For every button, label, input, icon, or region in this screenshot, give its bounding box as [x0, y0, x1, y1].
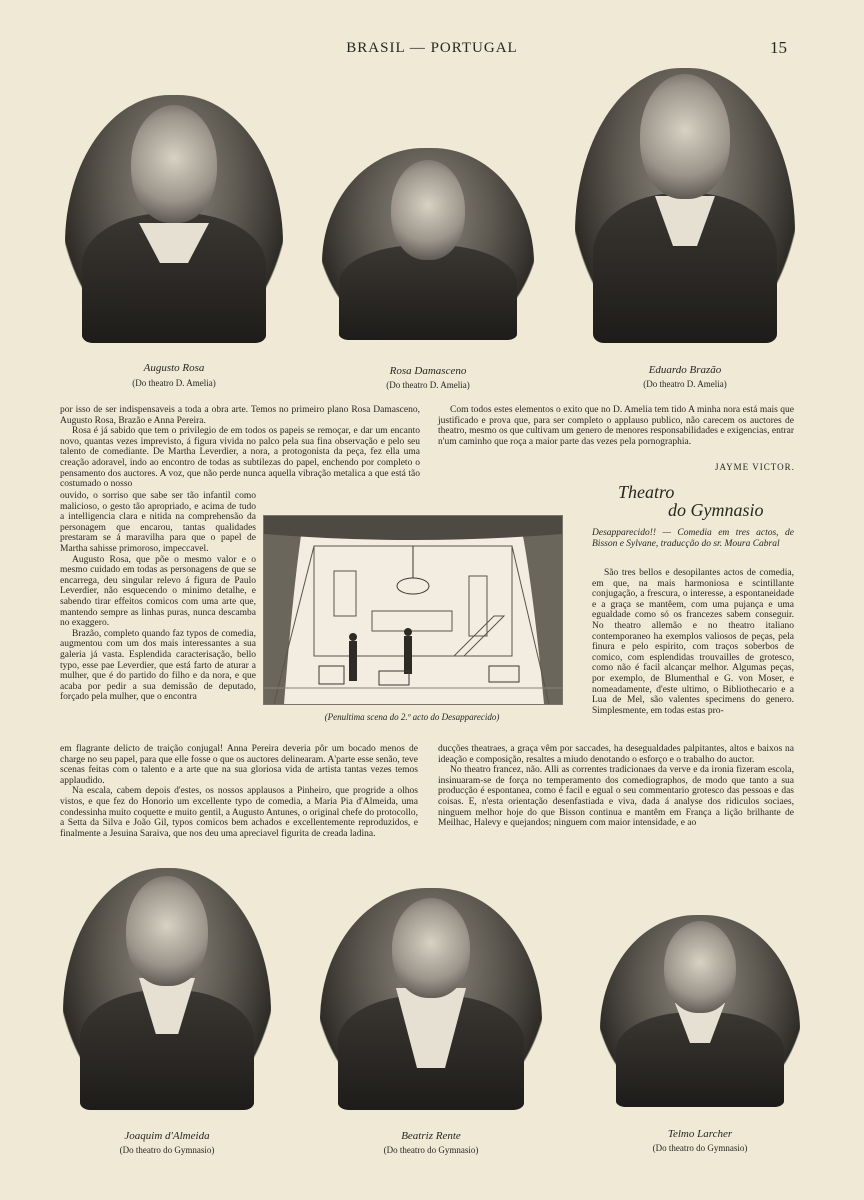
article-right-top: [438, 405, 794, 447]
section-lead-text: Desapparecido!! — Comedia em tres actos, de Bisson e Sylvane, traducção do sr. Moura Cabral: [592, 528, 794, 549]
article-left-top: [60, 405, 420, 490]
portrait-joaquim-dalmeida: [63, 868, 271, 1110]
portrait-caption-augusto-rosa: (Do theatro D. Amelia): [132, 378, 216, 388]
portrait-caption-joaquim-dalmeida: (Do theatro do Gymnasio): [119, 1145, 215, 1155]
portrait-augusto-rosa: [65, 95, 283, 343]
portrait-name-joaquim-dalmeida: Joaquim d'Almeida: [124, 1130, 210, 1142]
article-paragraph: Brazão, completo quando faz typos de comedia, augmentou com um dos mais interessantes a sua galeria já vasta. Esplendida caracterisação, bello typo, esse pae Leverdier, que está farto de aturar a mulher, que é do partido do filho e da nora, e que acaba por pedir a sua demissão de deputado, forçado pela mulher, que o encontra: [60, 628, 256, 703]
article-left-narrow: [60, 491, 256, 703]
page-header-title: BRASIL — PORTUGAL: [346, 40, 518, 56]
section-lead: [592, 528, 794, 549]
portrait-name-rosa-damasceno: Rosa Damasceno: [389, 365, 467, 377]
portrait-caption-eduardo-brazao: (Do theatro D. Amelia): [643, 379, 727, 389]
article-right-bottom: [438, 744, 794, 829]
curtain-right-icon: [519, 516, 562, 704]
valance-icon: [264, 516, 562, 540]
illustration-caption: (Penultima scena do 2.º acto do Desapparecido): [324, 712, 500, 722]
article-paragraph: ouvido, o sorriso que sabe ser tão infantil como malicioso, o gesto tão apropriado, e acima de tudo a intelligencia clara e nitida na comprehensão da personagem que encarou, tantas qualidades prestaram se á maravilha para que o papel de Martha sahisse primoroso, impeccavel.: [60, 491, 256, 554]
article-paragraph: ducções theatraes, a graça vêm por saccades, ha desegualdades palpitantes, altos e baixos na ideação e composição, resaltes a miudo denotando o esforço e o trabalho do auctor.: [438, 744, 794, 765]
page-number: 15: [770, 38, 787, 57]
portrait-rosa-damasceno: [322, 148, 534, 340]
portrait-eduardo-brazao: [575, 68, 795, 343]
article-right-narrow: [592, 568, 794, 716]
portrait-caption-rosa-damasceno: (Do theatro D. Amelia): [386, 380, 470, 390]
article-paragraph: São tres bellos e desopilantes actos de comedia, em que, na mais harmoniosa e scintillante conjugação, a frescura, o interesse, a espontaneidade e a graça se mantêem, com uma pujança e uma egualdade como só os francezes sabem conseguir. No theatro allemão e no theatro italiano contemporaneo ha exemplos valiosos de peças, pela finura e pelo espirito, com traços soberbos de comico, com esplendidas trouvailles de grotesco, como não é facil alcançar melhor. Algumas peças, por exemplo, de Blumenthal e G. von Moser, e nomeadamente, d'este ultimo, o Bibliothecario e a Lua de Mel, são valentes specimens do genero. Simplesmente, em todas estas pro-: [592, 568, 794, 716]
portrait-caption-beatriz-rente: (Do theatro do Gymnasio): [383, 1145, 479, 1155]
portrait-name-telmo-larcher: Telmo Larcher: [667, 1128, 733, 1140]
article-paragraph: Augusto Rosa, que põe o mesmo valor e o mesmo cuidado em todas as personagens de que se encarrega, deu singular relevo á figura de Paulo Leverdier, não esquecendo o minimo detalhe, e sabendo tirar effeitos comicos com uma arte que, mantendo sempre as linhas puras, nunca descamba no exaggero.: [60, 554, 256, 629]
section-title-line2: do Gymnasio: [668, 500, 764, 520]
article-paragraph: por isso de ser indispensaveis a toda a obra arte. Temos no primeiro plano Rosa Damasceno, Augusto Rosa, Brazão e Anna Pereira.: [60, 405, 420, 426]
article-paragraph: No theatro francez, não. Alli as correntes tradicionaes da verve e da ironia fizeram escola, insinuaram-se de força no temperamento dos comediographos, de modo que tanto a sua producção é espontanea, como é facil e egual o seu commentario grotesco das pessoas e das coisas. E, n'esta orientação desenfastiada e viva, dada á analyse dos ridiculos sociaes, ninguem melhor hoje do que Bisson continua e mantêm em França a lição brilhante de Meilhac, Halevy e quejandos; ninguem com maior intensidade, e ao: [438, 765, 794, 829]
portrait-name-augusto-rosa: Augusto Rosa: [143, 362, 205, 374]
article-paragraph: Rosa é já sabido que tem o privilegio de em todos os papeis se remoçar, e dar um encanto novo, quantas vezes imprevisto, á figura vivida no palco pela sua fina observação e pelo seu talento de comediante. De Martha Leverdier, a nora, a protogonista da peça, fez ella uma creação adoravel, indo ao encontro de todas as subtilezas do papel, enchendo por completo o pensamento dos auctores. A voz, que não perde nunca aquella vibração metalica a que está tão costumado o nosso: [60, 426, 420, 490]
section-title-line1: Theatro: [618, 482, 675, 502]
article-paragraph: Na escala, cabem depois d'estes, os nossos applausos a Pinheiro, que progride a olhos vistos, e que fez do Honorio um excellente typo de comedia, a Maria Pia d'Almeida, uma condessinha muito coquette e muito gentil, a Augusto Antunes, o original chefe do protocollo, a Setta da Silva e João Gil, typos comicos bem achados e excellentemente reproduzidos, e finalmente a Jesuina Saraiva, que nos deu uma apreciavel figurita de creada ladina.: [60, 786, 418, 839]
portrait-name-beatriz-rente: Beatriz Rente: [401, 1130, 461, 1142]
stage-drawing: [264, 516, 562, 704]
stage-illustration: [263, 515, 563, 705]
article-left-bottom: [60, 744, 418, 839]
article-paragraph: Com todos estes elementos o exito que no D. Amelia tem tido A minha nora está mais que justificado e prova que, para ser completo o applauso publico, não carecem os auctores de theatro, mesmo os que cultivam um genero de menores responsabilidades e exigencias, entrar n'um caminho que roça a maior parte das vezes pela pornographia.: [438, 405, 794, 447]
portrait-name-eduardo-brazao: Eduardo Brazão: [648, 364, 722, 376]
portrait-caption-telmo-larcher: (Do theatro do Gymnasio): [652, 1143, 748, 1153]
portrait-beatriz-rente: [320, 888, 542, 1110]
portrait-telmo-larcher: [600, 915, 800, 1107]
article-paragraph: em flagrante delicto de traição conjugal! Anna Pereira deveria pôr um bocado menos de charge no seu papel, para que elle fosse o que os auctores delinearam. A'parte esse senão, teve scenas feitas com o talento e a arte que na sua gloriosa vida de artista tantas vezes temos applaudido.: [60, 744, 418, 786]
article-signature: JAYME VICTOR.: [715, 462, 795, 472]
